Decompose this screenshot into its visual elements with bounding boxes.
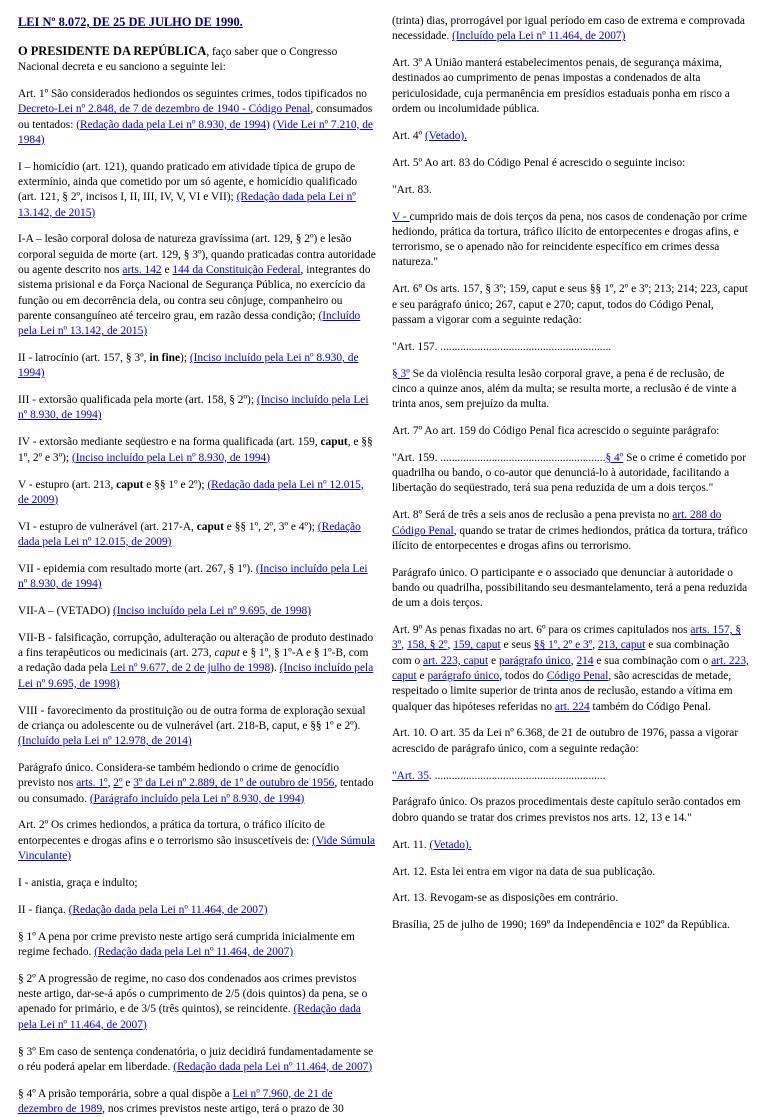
incluido-link[interactable]: (Incluído pela Lei nº 13.142, de 2015) [18, 309, 361, 338]
redacao-link[interactable]: (Redação dada pela Lei nº 8.930, de 1994) [76, 118, 270, 131]
lei-2889-link[interactable]: 3º da Lei nº 2.889, de 1º de outubro de 1956 [133, 777, 335, 790]
art-2-par-4-continued: (trinta) dias, prorrogável por igual período em caso de extrema e comprovada necessidade. (Incluído pela Lei nº 11.464, de 2007) [392, 15, 745, 43]
art-158-link[interactable]: 158, § 2º [406, 639, 448, 652]
right-column [392, 14, 750, 1024]
vetado-link[interactable]: (Vetado). [424, 129, 468, 142]
art-5: Art. 5º Ao art. 83 do Código Penal é acrescido o seguinte inciso: [392, 156, 686, 169]
incluido-link[interactable]: (Inciso incluído pela Lei nº 8.930, de 1994) [18, 394, 369, 422]
incluido-link[interactable]: (Inciso incluído pela Lei nº 9.695, de 1998) [18, 662, 374, 690]
codigo-penal-link[interactable]: Código Penal [546, 670, 609, 682]
art-12: Art. 12. Esta lei entra em vigor na data de sua publicação. [392, 865, 656, 878]
art-7: Art. 7º Ao art. 159 do Código Penal fica acrescido o seguinte parágrafo: [392, 424, 720, 437]
inciso-i-a: I-A – lesão corporal dolosa de natureza gravíssima (art. 129, § 2º) e lesão corporal seguida de morte (art. 129, § 3º), quando praticadas contra autoridade ou agente descrito nos arts. 142 e 144 da Constituição Federal, integrantes do sistema prisional e da Força Nacional de Segurança Pública, no exercício da função ou em decorrência dela, ou contra seu cônjuge, companheiro ou parente consanguíneo até terceiro grau, em razão dessa condição; (Incluído pela Lei nº 13.142, de 2015) [18, 233, 376, 338]
lei-9677-link[interactable]: Lei nº 9.677, de 2 de julho de 1998 [110, 662, 271, 675]
vetado-link[interactable]: (Vetado). [429, 838, 472, 851]
redacao-link[interactable]: (Redação dada pela Lei nº 13.142, de 2015) [18, 191, 356, 219]
redacao-link[interactable]: (Redação dada pela Lei nº 11.464, de 2007) [173, 1060, 373, 1073]
art-83-inciso-v: V - cumprido mais de dois terços da pena, nos casos de condenação por crime hediondo, prática da tortura, tráfico ilícito de entorpecentes e drogas afins, e terrorismo, se o apenado não for reincidente específico em crimes dessa natureza." [392, 210, 748, 269]
art-214-link[interactable]: 214 [576, 654, 594, 667]
lei-7960-link[interactable]: Lei nº 7.960, de 21 de dezembro de 1989 [18, 1087, 333, 1115]
art-2: Art. 2º Os crimes hediondos, a prática da tortura, o tráfico ilícito de entorpecentes e drogas afins e o terrorismo são insuscetíveis de: (Vide Súmula Vinculante) [18, 819, 376, 862]
signature-line: Brasília, 25 de julho de 1990; 169º da Independência e 102º da República. [392, 919, 730, 932]
art-11: Art. 11. (Vetado). [392, 838, 472, 851]
inciso-ii: II - latrocínio (art. 157, § 3º, in fine); (Inciso incluído pela Lei nº 8.930, de 1994) [18, 352, 359, 380]
art-159: "Art. 159. ..........................................................§ 4º Se o crime é cometido por quadrilha ou bando, o co-autor que denunciá-lo à autoridade, facilitando a libertação do seqüestrado, terá sua pena reduzida de um a dois terços." [392, 451, 746, 495]
art-224-link[interactable]: art. 224 [554, 700, 590, 713]
incluido-link[interactable]: (Inciso incluído pela Lei nº 9.695, de 1998) [112, 604, 312, 617]
art-4: Art. 4º (Vetado). [392, 129, 468, 142]
art-2-par-1: § 1º A pena por crime previsto neste artigo será cumprida inicialmente em regime fechado. (Redação dada pela Lei nº 11.464, de 2007) [18, 930, 355, 958]
art-2-par-2: § 2º A progressão de regime, no caso dos condenados aos crimes previstos neste artigo, dar-se-á após o cumprimento de 2/5 (dois quintos) da pena, se o apenado for primário, e de 3/5 (três quintos), se reincidente. (Redação dada pela Lei nº 11.464, de 2007) [18, 972, 368, 1031]
art-2-inciso-ii: II - fiança. (Redação dada pela Lei nº 11.464, de 2007) [18, 903, 268, 916]
inciso-v-link[interactable]: V - [392, 210, 410, 223]
inciso-vii: VII - epidemia com resultado morte (art. 267, § 1º). (Inciso incluído pela Lei nº 8.930, de 1994) [18, 562, 368, 591]
inciso-vii-a: VII-A – (VETADO) (Inciso incluído pela Lei nº 9.695, de 1998) [18, 604, 312, 617]
redacao-link[interactable]: (Redação dada pela Lei nº 12.015, de 2009) [18, 520, 361, 548]
inciso-iii: III - extorsão qualificada pela morte (art. 158, § 2º); (Inciso incluído pela Lei nº 8.930, de 1994) [18, 394, 369, 422]
incluido-link[interactable]: (Incluído pela Lei nº 11.464, de 2007) [452, 30, 626, 43]
sumula-link[interactable]: (Vide Súmula Vinculante) [18, 834, 376, 862]
inciso-viii: VIII - favorecimento da prostituição ou de outra forma de exploração sexual de criança ou adolescente ou de vulnerável (art. 218-B, caput, e §§ 1º e 2º). (Incluído pela Lei nº 12.978, de 2014) [18, 704, 366, 748]
art-35: "Art. 35. ............................................................ [392, 769, 606, 782]
art-2-inciso-i: I - anistia, graça e indulto; [18, 876, 138, 889]
art-157: "Art. 157. ............................................................ [392, 340, 612, 353]
art-2-par-3: § 3º Em caso de sentença condenatória, o juiz decidirá fundamentadamente se o réu poderá apelar em liberdade. (Redação dada pela Lei nº 11.464, de 2007) [18, 1045, 374, 1073]
incluido-link[interactable]: (Inciso incluído pela Lei nº 8.930, de 1994) [18, 562, 368, 591]
art-223-link[interactable]: art. 223, caput [423, 654, 489, 667]
paragrafo-unico-link[interactable]: parágrafo único [498, 654, 571, 667]
incluido-link[interactable]: (Parágrafo incluído pela Lei nº 8.930, de 1994) [89, 792, 305, 805]
redacao-link[interactable]: (Redação dada pela Lei nº 11.464, de 2007) [94, 945, 294, 958]
art-35-link[interactable]: "Art. 35 [392, 769, 429, 782]
redacao-link[interactable]: (Redação dada pela Lei nº 11.464, de 2007) [68, 903, 268, 916]
inciso-i: I – homicídio (art. 121), quando praticado em atividade típica de grupo de extermínio, ainda que cometido por um só agente, e homicídio qualificado (art. 121, § 2º, incisos I, II, III, IV, V, VI e VII); (Redação dada pela Lei nº 13.142, de 2015) [18, 160, 358, 219]
art-157-link[interactable]: arts. 157, § 3º [392, 624, 742, 652]
redacao-link[interactable]: (Redação dada pela Lei nº 11.464, de 2007) [18, 1003, 361, 1031]
incluido-link[interactable]: (Incluído pela Lei nº 12.978, de 2014) [18, 735, 192, 748]
par-4-link[interactable]: § 4º [605, 451, 624, 464]
art-2-link[interactable]: 2º [113, 777, 123, 790]
paragrafo-unico-link[interactable]: parágrafo único [427, 670, 500, 682]
constituicao-link[interactable]: 144 da Constituição Federal [172, 264, 301, 277]
art-1: Art. 1º São considerados hediondos os seguintes crimes, todos tipificados no Decreto-Lei nº 2.848, de 7 de dezembro de 1940 - Código Penal, consumados ou tentados: (Redação dada pela Lei nº 8.930, de 1994) (Vide Lei nº 7.210, de 1984) [18, 88, 373, 146]
art-2-par-4: § 4º A prisão temporária, sobre a qual dispõe a Lei nº 7.960, de 21 de dezembro de 1989, nos crimes previstos neste artigo, terá o prazo de 30 [18, 1087, 344, 1115]
art-159-link[interactable]: 159, caput [453, 639, 501, 652]
par-3-link[interactable]: § 3º [392, 367, 410, 380]
art-8: Art. 8º Será de três a seis anos de reclusão a pena prevista no art. 288 do Código Penal, quando se tratar de crimes hediondos, prática da tortura, tráfico ilícito de entorpecentes e drogas afins ou terrorismo. [392, 509, 748, 552]
paragrafos-link[interactable]: §§ 1º, 2º e 3º [533, 639, 593, 652]
law-title: LEI Nº 8.072, DE 25 DE JULHO DE 1990. [18, 15, 243, 29]
art-35-paragrafo-unico: Parágrafo único. Os prazos procedimentais deste capítulo serão contados em dobro quando se tratar dos crimes previstos nos arts. 12, 13 e 14." [392, 796, 741, 824]
art-10: Art. 10. O art. 35 da Lei nº 6.368, de 21 de outubro de 1976, passa a vigorar acrescido de parágrafo único, com a seguinte redação: [392, 727, 739, 755]
inciso-vii-b: VII-B - falsificação, corrupção, adulteração ou alteração de produto destinado a fins terapêuticos ou medicinais (art. 273, caput e § 1º, § 1º-A e § 1º-B, com a redação dada pela Lei nº 9.677, de 2 de julho de 1998). (Inciso incluído pela Lei nº 9.695, de 1998) [18, 631, 374, 690]
art-83: "Art. 83. [392, 183, 432, 196]
inciso-vi: VI - estupro de vulnerável (art. 217-A, caput e §§ 1º, 2º, 3º e 4º); (Redação dada pela Lei nº 12.015, de 2009) [18, 520, 361, 548]
redacao-link[interactable]: (Redação dada pela Lei nº 12.015, de 2009) [18, 478, 364, 506]
art-223-link[interactable]: art. 223, caput [392, 654, 749, 682]
vide-lei-link[interactable]: (Vide Lei nº 7.210, de 1984) [18, 118, 373, 146]
preamble: O PRESIDENTE DA REPÚBLICA, faço saber que o Congresso Nacional decreta e eu sanciono a seguinte lei: [18, 43, 338, 74]
inciso-iv: IV - extorsão mediante seqüestro e na forma qualificada (art. 159, caput, e §§ 1º, 2º e 3º); (Inciso incluído pela Lei nº 8.930, de 1994) [18, 436, 373, 464]
art-157-par-3: § 3º Se da violência resulta lesão corporal grave, a pena é de reclusão, de cinco a quinze anos, além da multa; se resulta morte, a reclusão é de vinte a trinta anos, sem prejuízo da multa. [392, 367, 737, 411]
art-9: Art. 9º As penas fixadas no art. 6º para os crimes capitulados nos arts. 157, § 3º, 158, § 2º, 159, caput e seus §§ 1º, 2º e 3º, 213, caput e sua combinação com o art. 223, caput e parágrafo único, 214 e sua combinação com o art. 223, caput e parágrafo único, todos do Código Penal, são acrescidas de metade, respeitado o limite superior de trinta anos de reclusão, estando a vítima em qualquer das hipóteses referidas no art. 224 também do Código Penal. [392, 624, 749, 713]
art-288-link[interactable]: art. 288 do Código Penal [392, 509, 722, 537]
inciso-v: V - estupro (art. 213, caput e §§ 1º e 2º); (Redação dada pela Lei nº 12.015, de 2009) [18, 478, 364, 506]
left-column [18, 14, 376, 1115]
art-13: Art. 13. Revogam-se as disposições em contrário. [392, 892, 619, 905]
art-1-link[interactable]: arts. 1º [76, 777, 108, 790]
decreto-lei-link[interactable]: Decreto-Lei nº 2.848, de 7 de dezembro de 1940 - Código Penal [18, 103, 311, 116]
art-6: Art. 6º Os arts. 157, § 3º; 159, caput e seus §§ 1º, 2º e 3º; 213; 214; 223, caput e seu parágrafo único; 267, caput e 270; caput, todos do Código Penal, passam a vigorar com a seguinte redação: [392, 283, 748, 326]
incluido-link[interactable]: (Inciso incluído pela Lei nº 8.930, de 1994) [18, 352, 359, 380]
art-3: Art. 3º A União manterá estabelecimentos penais, de segurança máxima, destinados ao cumprimento de penas impostas a condenados de alta periculosidade, cuja permanência em presídios estaduais ponha em risco a ordem ou incolumidade pública. [392, 57, 730, 115]
incluido-link[interactable]: (Inciso incluído pela Lei nº 8.930, de 1994) [71, 451, 271, 464]
art-8-paragrafo-unico: Parágrafo único. O participante e o associado que denunciar à autoridade o bando ou quadrilha, possibilitando seu desmantelamento, terá a pena reduzida de um a dois terços. [392, 566, 748, 610]
art-213-link[interactable]: 213, caput [597, 639, 646, 652]
paragrafo-unico: Parágrafo único. Considera-se também hediondo o crime de genocídio previsto nos arts. 1º, 2º e 3º da Lei nº 2.889, de 1º de outubro de 1956, tentado ou consumado. (Parágrafo incluído pela Lei nº 8.930, de 1994) [18, 762, 374, 805]
arts-142-link[interactable]: arts. 142 [122, 264, 162, 277]
